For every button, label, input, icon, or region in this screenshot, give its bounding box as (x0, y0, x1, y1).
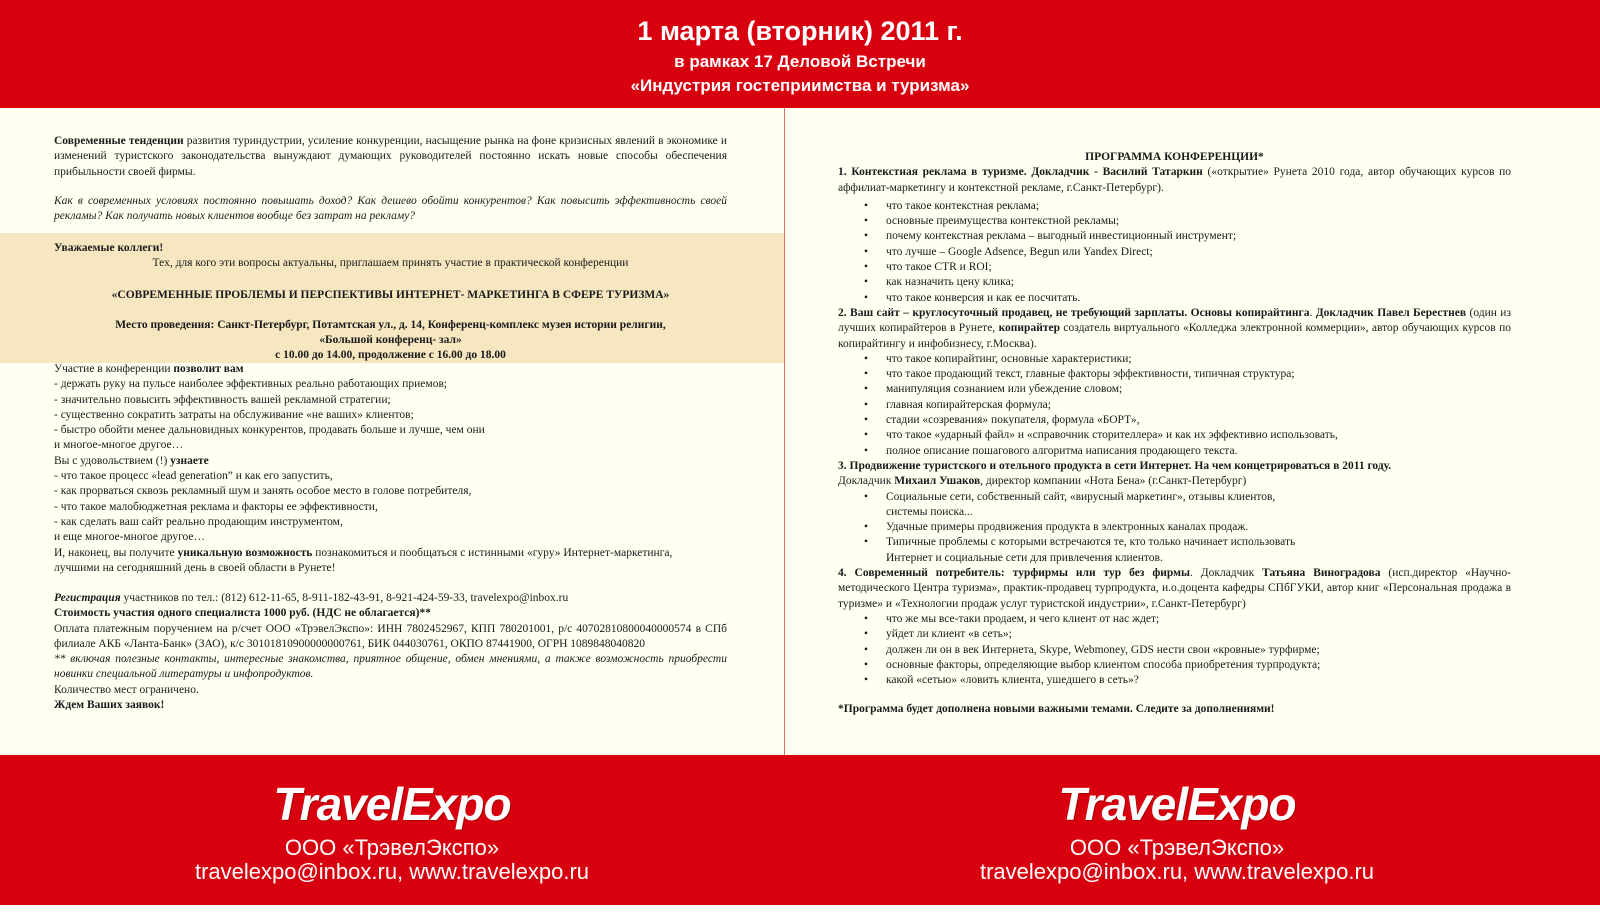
travelexpo-logo: TravelExpo (1058, 778, 1296, 830)
session-2-desc-2: создатель виртуального «Колледжа электронной коммерции», автор обучающих курсов по копирайтингу и инфобизнесу, г.Москва). (838, 322, 1511, 350)
list-item: • что же мы все-таки продаем, и чего клиент от нас ждет; (838, 612, 1511, 627)
speaker-label: . Докладчик (1189, 567, 1263, 580)
list-item: • манипуляция сознанием или убеждение словом; (838, 382, 1511, 397)
final-rest: познакомиться и пообщаться с истинными «гуру» Интернет-маркетинга, лучшими на сегодняшний день в своей области в Рунете! (54, 546, 673, 574)
intro-text: развития туриндустрии, усиление конкуренции, насыщение рынка на фоне кризисных явлений в экономике и изменений туристского законодательства вынуждают думающих руководителей постоянно искать новые способы обеспечения прибыльности своей фирмы. (54, 135, 727, 178)
event-date: 1 марта (вторник) 2011 г. (637, 16, 963, 46)
list-item: • что такое контекстная реклама; (838, 199, 1511, 214)
payment-details: Оплата платежным поручением на р/счет ООО «ТрэвелЭкспо»: ИНН 7802452967, КПП 780201001, р/с 40702810800040000574 в СПб филиале АКБ «Ланта-Банк» (ЗАО), к/с 30101810900000000761, БИК 044030761, ОКПО 87441900, ОГРН 1089848040820 (54, 622, 727, 650)
list-item: • что лучше – Google Adsence, Begun или Yandex Direct; (838, 245, 1511, 260)
footer-banner (0, 755, 1600, 905)
list-item: • должен ли он в век Интернета, Skype, Webmoney, GDS нести свои «кровные» турфирме; (838, 643, 1511, 658)
footnote: ** включая полезные контакты, интересные знакомства, приятное общение, обмен мнениями, а также возможность приобрести новинки специальной литературы и инфопродуктов. (54, 653, 727, 681)
final-bold: уникальную возможность (177, 546, 313, 559)
list-item: - что такое малобюджетная реклама и факторы ее эффективности, (54, 500, 378, 513)
session-1-title: 1. Контекстная реклама в туризме. Докладчик - Василий Татаркин (838, 166, 1203, 179)
session-2-desc: (один из лучших копирайтеров в Рунете, (838, 306, 1511, 335)
registration-contacts: участников по тел.: (812) 612-11-65, 8-911-182-43-91, 8-921-424-59-33, travelexpo@inbox.ru (120, 592, 569, 604)
list-item: и еще многое-многое другое… (54, 531, 206, 544)
session-2-speaker: Докладчик Павел Берестнев (1315, 306, 1467, 319)
session-3-desc: , директор компании «Нота Бена» (г.Санкт-Петербург) (980, 475, 1247, 488)
program-heading: ПРОГРАММА КОНФЕРЕНЦИИ* (1085, 151, 1264, 163)
list-item: • Удачные примеры продвижения продукта в электронных каналах продаж. (838, 520, 1511, 535)
session-4-title: 4. Современный потребитель: турфирмы или тур без фирмы (838, 567, 1190, 580)
session-3-title: 3. Продвижение туристского и отельного продукта в сети Интернет. На чем концетрироваться в 2011 году. (838, 459, 1392, 472)
intro-bold: Современные тенденции (54, 135, 184, 147)
questions-paragraph (54, 194, 727, 225)
list-item: • Типичные проблемы с которыми встречаются те, кто только начинает использовать Интернет и социальные сети для привлечения клиентов. (838, 535, 1318, 566)
session-4-desc: (исп.директор «Научно-методического Центра туризма», практик-продавец турпродукта, и.о.доцента кафедры СПбГУКИ, автор книг «Персональная продажа в туризме» и «Технологии продаж услуг туристской индустрии», г.Санкт-Петербург) (838, 567, 1511, 610)
invite-text: Тех, для кого эти вопросы актуальны, приглашаем принять участие в практической конференции (152, 257, 629, 270)
event-name: «Индустрия гостеприимства и туризма» (630, 76, 970, 95)
company-contacts: travelexpo@inbox.ru, www.travelexpo.ru (979, 859, 1375, 884)
program-block (838, 150, 1511, 718)
registration-block (54, 591, 727, 713)
list-item: • что такое CTR и ROI; (838, 260, 1511, 275)
invitation-block (54, 241, 727, 364)
list-item: • Социальные сети, собственный сайт, «вирусный маркетинг», отзывы клиентов, системы поиска... (838, 490, 1318, 521)
session-2 (838, 306, 1511, 352)
session-3 (838, 459, 1511, 474)
greeting: Уважаемые коллеги! (54, 242, 164, 254)
list-item: • уйдет ли клиент «в сеть»; (838, 627, 1511, 642)
session-3-list (838, 490, 1318, 566)
list-item: - существенно сократить затраты на обслуживание «не ваших» клиентов; (54, 408, 414, 421)
list-item: - значительно повысить эффективность вашей рекламной стратегии; (54, 393, 391, 406)
list-item: и многое-многое другое… (54, 439, 184, 452)
final-text: И, наконец, вы получите (54, 546, 178, 559)
list-item: • стадии «созревания» покупателя, формула «БОРТ», (838, 413, 1511, 428)
list-item: • основные преимущества контекстной рекламы; (838, 214, 1511, 229)
company-name: ООО «ТрэвелЭкспо» (284, 835, 500, 860)
list-item: - как сделать ваш сайт реально продающим инструментом, (54, 515, 343, 528)
session-1 (838, 165, 1511, 196)
travelexpo-logo: TravelExpo (273, 778, 511, 830)
company-name: ООО «ТрэвелЭкспо» (1069, 835, 1285, 860)
list-item: • что такое копирайтинг, основные характеристики; (838, 352, 1511, 367)
session-2-title: 2. Ваш сайт – круглосуточный продавец, не требующий зарплаты. Основы копирайтинга (838, 306, 1310, 319)
list-item: - что такое процесс «lead generation” и как его запустить, (54, 470, 333, 483)
learn-bold: узнаете (170, 454, 209, 467)
session-1-list (838, 199, 1511, 306)
list-item: • что такое «ударный файл» и «справочник сторителлера» и как их эффективно использовать, (838, 428, 1511, 443)
learn-text: Вы с удовольствием (!) (54, 454, 171, 467)
conference-title: «СОВРЕМЕННЫЕ ПРОБЛЕМЫ И ПЕРСПЕКТИВЫ ИНТЕРНЕТ- МАРКЕТИНГА В СФЕРЕ ТУРИЗМА» (111, 288, 670, 301)
session-1-desc: («открытие» Рунета 2010 года, автор обучающих курсов по аффилиат-маркетингу и контекстной рекламе, г.Санкт-Петербург). (838, 166, 1511, 194)
session-3-speaker: Михаил Ушаков (894, 475, 981, 488)
list-item: - быстро обойти менее дальновидных конкурентов, продавать больше и лучше, чем они (54, 424, 485, 437)
session-2-bold: копирайтер (998, 322, 1060, 335)
session-4-speaker: Татьяна Виноградова (1262, 567, 1381, 580)
list-item: • что такое конверсия и как ее посчитать. (838, 291, 1511, 306)
allow-bold: позволит вам (173, 363, 244, 375)
intro-paragraph (54, 134, 727, 180)
list-item: • как назначить цену клика; (838, 275, 1511, 290)
participation-cost: Стоимость участия одного специалиста 1000 руб. (НДС не облагается)** (54, 607, 431, 620)
list-item: • главная копирайтерская формула; (838, 398, 1511, 413)
session-4 (838, 566, 1511, 612)
speaker-label: Докладчик (838, 475, 895, 488)
company-contacts: travelexpo@inbox.ru, www.travelexpo.ru (194, 859, 590, 884)
benefits-block (54, 362, 727, 576)
list-item: • почему контекстная реклама – выгодный инвестиционный инструмент; (838, 229, 1511, 244)
event-time: с 10.00 до 14.00, продолжение с 16.00 до 18.00 (275, 349, 506, 362)
session-4-list (838, 612, 1511, 688)
sep: . (1309, 306, 1316, 319)
questions-text: Как в современных условиях постоянно повышать доход? Как дешево обойти конкурентов? Как повысить эффективность своей рекламы? Как получать новых клиентов вообще без затрат на рекламу? (54, 195, 727, 223)
registration-label: Регистрация (54, 592, 121, 604)
session-2-list (838, 352, 1511, 459)
venue-line-2: «Большой конференц- зал» (319, 334, 462, 347)
allow-text: Участие в конференции (54, 363, 174, 375)
header-banner (0, 0, 1600, 108)
venue-line-1: Место проведения: Санкт-Петербург, Потамтская ул., д. 14, Конференц-комплекс музея истории религии, (115, 318, 666, 331)
list-item: - как прорваться сквозь рекламный шум и занять особое место в голове потребителя, (54, 485, 472, 498)
limited-seats: Количество мест ограничено. (54, 683, 199, 696)
event-subtitle: в рамках 17 Деловой Встречи (674, 52, 926, 71)
list-item: - держать руку на пульсе наиболее эффективных реально работающих приемов; (54, 378, 448, 391)
list-item: • основные факторы, определяющие выбор клиентом способа приобретения турпродукта; (838, 658, 1511, 673)
list-item: • полное описание пошагового алгоритма написания продающего текста. (838, 444, 1511, 459)
program-note: *Программа будет дополнена новыми важными темами. Следите за дополнениями! (838, 703, 1275, 716)
list-item: • какой «сетью» «ловить клиента, ушедшего в сеть»? (838, 673, 1511, 688)
await-applications: Ждем Ваших заявок! (54, 699, 165, 712)
list-item: • что такое продающий текст, главные факторы эффективности, типичная структура; (838, 367, 1511, 382)
